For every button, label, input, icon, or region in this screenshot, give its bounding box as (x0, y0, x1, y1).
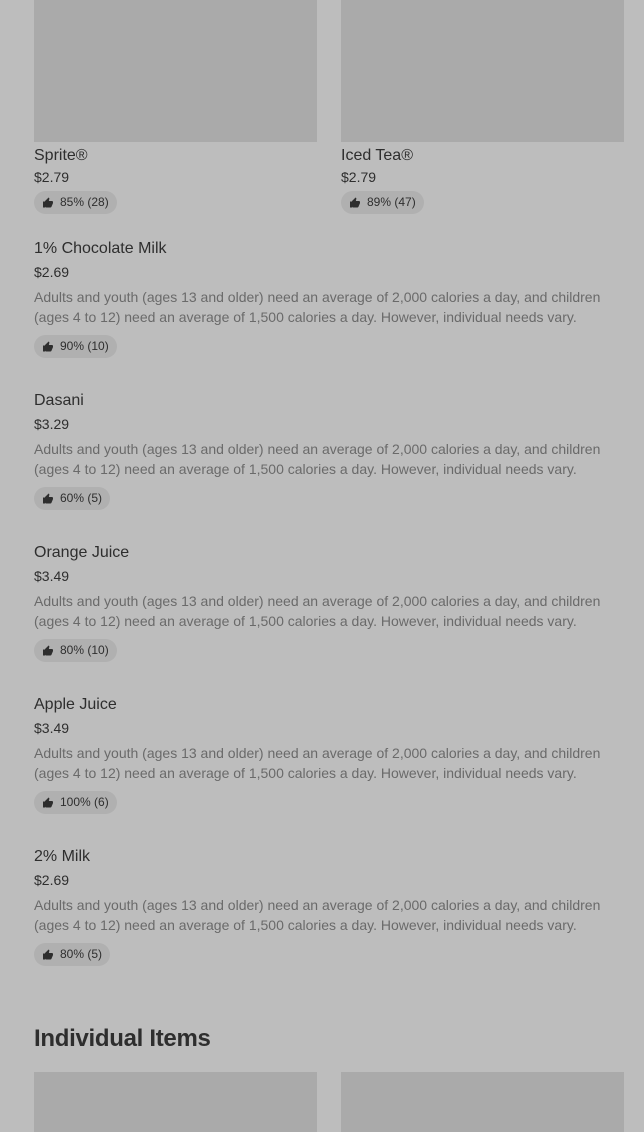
item-name: Apple Juice (34, 696, 117, 713)
rating-badge (34, 191, 117, 214)
item-price: $2.69 (34, 264, 70, 280)
item-price: $3.29 (34, 416, 70, 432)
rating-text: 80% (5) (60, 947, 103, 961)
rating-badge (34, 943, 110, 966)
thumbs-up-icon (42, 197, 54, 209)
item-description: Adults and youth (ages 13 and older) need an average of 2,000 calories a day, and children (ages 4 to 12) need an average of 1,500 calories a day. However, individual needs vary. (34, 745, 601, 781)
item-price: $2.69 (34, 872, 70, 888)
rating-badge (341, 191, 424, 214)
rating-text: 80% (10) (60, 643, 109, 657)
rating-text: 89% (47) (367, 195, 416, 209)
item-image (341, 0, 624, 142)
top-card-grid (34, 0, 624, 214)
section-title: Individual Items (34, 1025, 211, 1052)
thumbs-up-icon (349, 197, 361, 209)
rating-badge (34, 335, 117, 358)
item-price: $3.49 (34, 568, 70, 584)
rating-text: 90% (10) (60, 339, 109, 353)
thumbs-up-icon (42, 645, 54, 657)
individual-item-card[interactable] (34, 1072, 317, 1132)
rating-text: 100% (6) (60, 795, 109, 809)
item-name: Orange Juice (34, 544, 130, 561)
item-description: Adults and youth (ages 13 and older) need an average of 2,000 calories a day, and children (ages 4 to 12) need an average of 1,500 calories a day. However, individual needs vary. (34, 897, 601, 933)
item-name: 1% Chocolate Milk (34, 240, 167, 257)
item-image (34, 1072, 317, 1132)
item-name: Sprite® (34, 147, 88, 164)
menu-item-2-percent-milk[interactable] (34, 848, 624, 966)
menu-item-apple-juice[interactable] (34, 696, 624, 814)
item-description: Adults and youth (ages 13 and older) need an average of 2,000 calories a day, and children (ages 4 to 12) need an average of 1,500 calories a day. However, individual needs vary. (34, 441, 601, 477)
rating-text: 85% (28) (60, 195, 109, 209)
thumbs-up-icon (42, 341, 54, 353)
item-description: Adults and youth (ages 13 and older) need an average of 2,000 calories a day, and children (ages 4 to 12) need an average of 1,500 calories a day. However, individual needs vary. (34, 289, 601, 325)
item-name: Iced Tea® (341, 147, 413, 164)
menu-card-sprite[interactable] (34, 0, 317, 214)
item-name: Dasani (34, 392, 84, 409)
thumbs-up-icon (42, 797, 54, 809)
individual-items-grid (34, 1072, 624, 1132)
item-description: Adults and youth (ages 13 and older) need an average of 2,000 calories a day, and children (ages 4 to 12) need an average of 1,500 calories a day. However, individual needs vary. (34, 593, 601, 629)
menu-item-chocolate-milk[interactable] (34, 240, 624, 358)
thumbs-up-icon (42, 493, 54, 505)
rating-badge (34, 791, 117, 814)
item-image (341, 1072, 624, 1132)
menu-item-dasani[interactable] (34, 392, 624, 510)
rating-text: 60% (5) (60, 491, 103, 505)
rating-badge (34, 639, 117, 662)
item-price: $3.49 (34, 720, 70, 736)
menu-item-orange-juice[interactable] (34, 544, 624, 662)
rating-badge (34, 487, 110, 510)
item-image (34, 0, 317, 142)
thumbs-up-icon (42, 949, 54, 961)
item-price: $2.79 (34, 169, 70, 185)
item-price: $2.79 (341, 169, 377, 185)
item-name: 2% Milk (34, 848, 91, 865)
menu-card-iced-tea[interactable] (341, 0, 624, 214)
individual-item-card[interactable] (341, 1072, 624, 1132)
